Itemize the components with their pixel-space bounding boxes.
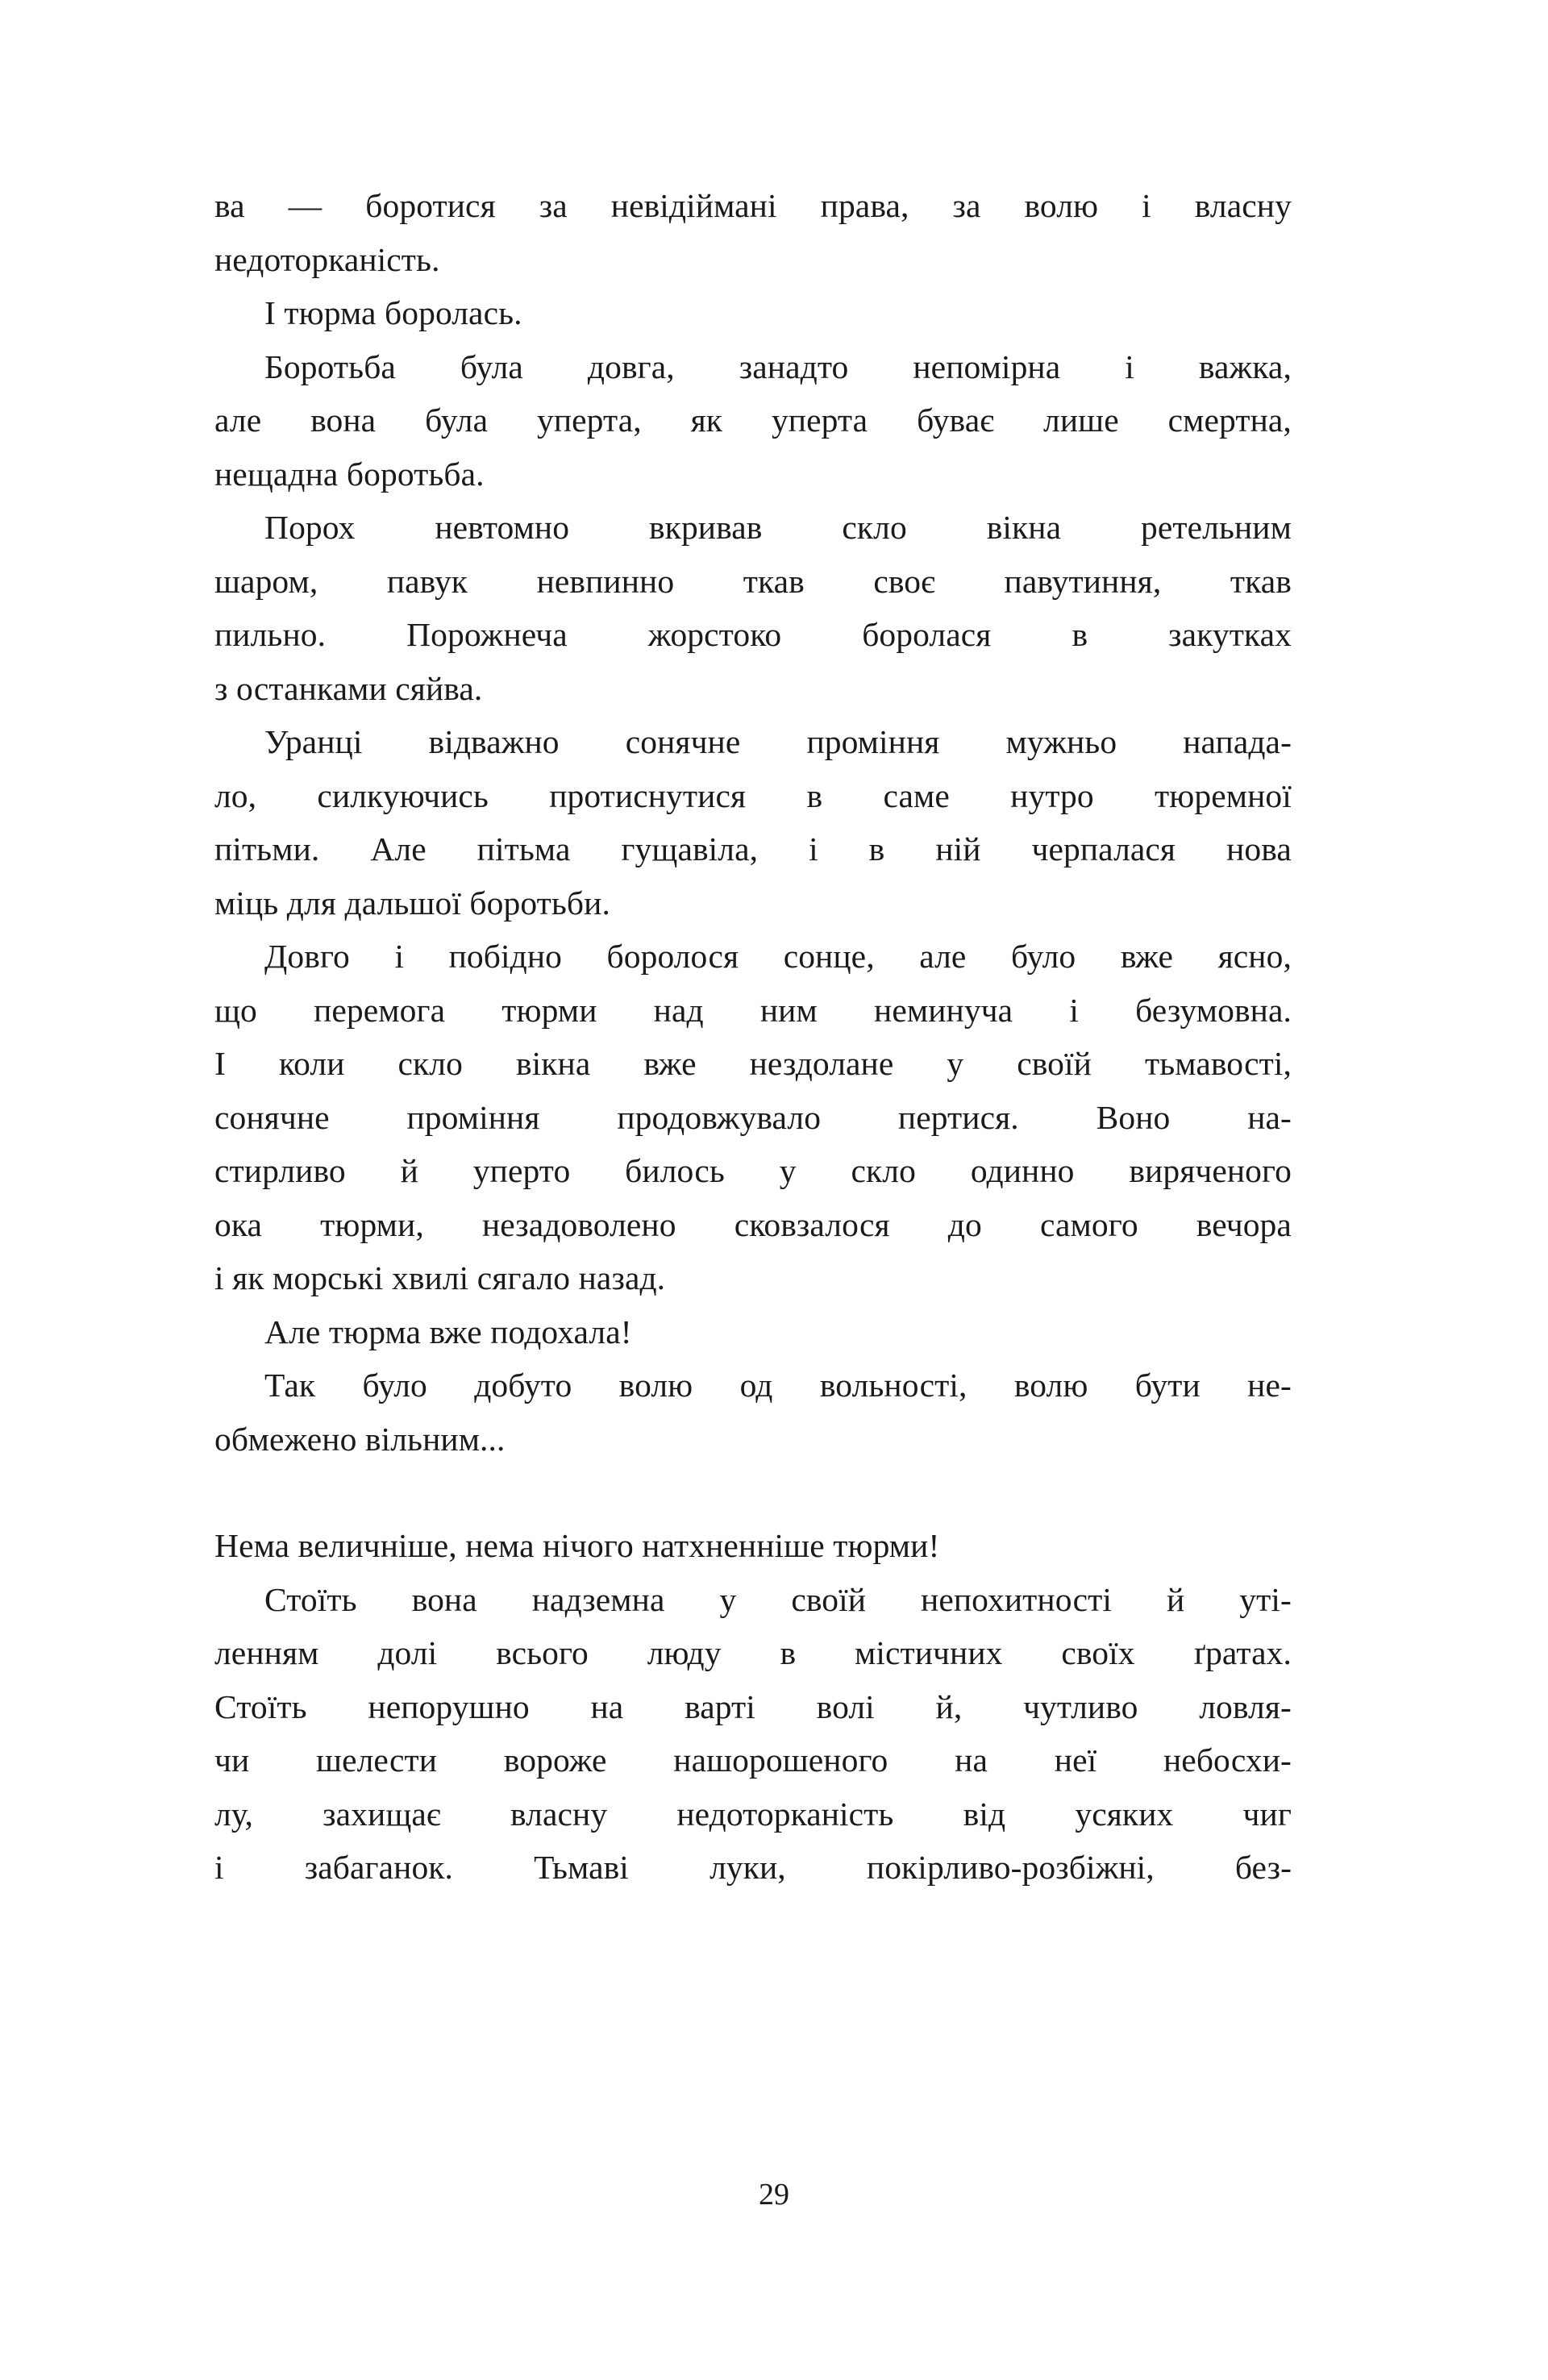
text-word: од <box>739 1367 773 1404</box>
text-word: на <box>590 1687 624 1725</box>
text-section <box>214 1519 1292 1895</box>
text-word: сонце, <box>783 938 875 975</box>
text-word: і <box>1142 187 1151 224</box>
text-word: одинно <box>970 1152 1075 1189</box>
text-word: волю <box>618 1367 693 1404</box>
text-word: лише <box>1043 402 1119 439</box>
text-section <box>214 179 1292 1466</box>
text-word: стирливо <box>214 1152 346 1189</box>
text-line: міць для дальшої боротьби. <box>214 884 610 922</box>
text-word: сонячне <box>214 1098 330 1136</box>
text-word: пертися. <box>897 1098 1019 1136</box>
text-word: продовжувало <box>617 1098 822 1136</box>
text-word: була <box>425 402 489 439</box>
text-word: Так <box>264 1367 316 1404</box>
text-word: волю <box>1013 1367 1088 1404</box>
text-word: непомірна <box>913 347 1061 385</box>
text-word: як <box>690 402 723 439</box>
text-word: пітьма <box>476 830 571 868</box>
text-word: була <box>460 347 523 385</box>
text-word: Стоїть <box>214 1687 307 1725</box>
text-word: пітьми. <box>214 830 320 868</box>
text-word: бути <box>1134 1367 1201 1404</box>
text-word: ловля- <box>1199 1687 1292 1725</box>
text-word: Але <box>370 830 427 868</box>
text-line: недоторканість. <box>214 240 440 278</box>
text-line <box>214 1680 1292 1734</box>
text-word: боротися <box>365 187 496 224</box>
text-word: і <box>214 1849 224 1886</box>
text-word: проміння <box>806 723 940 760</box>
paragraph <box>214 340 1292 501</box>
text-line <box>214 1733 1292 1787</box>
text-word: уперто <box>472 1152 571 1189</box>
text-word: не- <box>1247 1367 1292 1404</box>
text-word: вже <box>1120 938 1174 975</box>
text-word: і <box>809 830 818 868</box>
text-word: ґратах. <box>1193 1634 1292 1671</box>
text-word: сковзалося <box>734 1205 890 1243</box>
text-word: своє <box>873 562 936 600</box>
text-word: в <box>780 1634 797 1671</box>
text-line <box>214 501 1292 555</box>
text-word: самого <box>1039 1205 1138 1243</box>
paragraph <box>214 501 1292 715</box>
text-word: Стоїть <box>264 1580 357 1618</box>
page-text-body <box>214 179 1292 1895</box>
text-word: тьмавості, <box>1144 1045 1292 1082</box>
text-word: смертна, <box>1167 402 1292 439</box>
text-word: скло <box>842 509 907 546</box>
text-word: тюрми, <box>320 1205 424 1243</box>
text-word: уперта, <box>536 402 642 439</box>
text-line <box>214 1626 1292 1680</box>
text-word: у <box>719 1580 737 1618</box>
text-word: закутках <box>1168 616 1292 653</box>
text-word: у <box>947 1045 964 1082</box>
text-word: лу, <box>214 1795 253 1833</box>
text-word: павутиння, <box>1004 562 1162 600</box>
text-word: незадоволено <box>481 1205 676 1243</box>
text-word: занадто <box>739 347 849 385</box>
text-word: добуто <box>474 1367 572 1404</box>
text-word: шаром, <box>214 562 318 600</box>
text-line: з останками сяйва. <box>214 669 483 707</box>
text-word: Воно <box>1096 1098 1171 1136</box>
text-word: вікна <box>986 509 1062 546</box>
text-word: що <box>214 991 257 1029</box>
text-word: павук <box>386 562 468 600</box>
text-line <box>214 1144 1292 1198</box>
text-word: ній <box>935 830 981 868</box>
page-number: 29 <box>759 2178 789 2211</box>
text-word: але <box>214 402 262 439</box>
text-word: скло <box>851 1152 916 1189</box>
text-line <box>214 1573 1292 1627</box>
text-line <box>214 1091 1292 1145</box>
text-word: вкривав <box>648 509 763 546</box>
text-word: вороже <box>503 1741 607 1779</box>
text-word: права, <box>820 187 909 224</box>
paragraph <box>214 1359 1292 1466</box>
text-word: шелести <box>316 1741 438 1779</box>
text-word: непохитності <box>921 1580 1112 1618</box>
text-word: захищає <box>322 1795 441 1833</box>
text-word: невтомно <box>435 509 570 546</box>
text-word: Тьмаві <box>534 1849 629 1886</box>
text-word: перемога <box>314 991 446 1029</box>
text-word: ока <box>214 1205 263 1243</box>
text-word: вольності, <box>819 1367 968 1404</box>
text-word: ясно, <box>1217 938 1292 975</box>
text-word: чи <box>214 1741 250 1779</box>
text-word: довга, <box>587 347 675 385</box>
text-word: тюремної <box>1155 776 1292 814</box>
text-word: силкуючись <box>317 776 489 814</box>
text-line <box>214 1359 1292 1413</box>
paragraph <box>214 1305 1292 1359</box>
text-word: недоторканість <box>676 1795 894 1833</box>
text-word: боролася <box>862 616 992 653</box>
text-line <box>214 555 1292 609</box>
text-word: без- <box>1234 1849 1292 1886</box>
text-word: і <box>1125 347 1134 385</box>
text-word: пильно. <box>214 616 327 653</box>
text-line: нещадна боротьба. <box>214 455 485 493</box>
text-word: волю <box>1024 187 1099 224</box>
text-word: на- <box>1247 1098 1292 1136</box>
text-word: луки, <box>710 1849 786 1886</box>
text-word: за <box>952 187 981 224</box>
text-line <box>214 984 1292 1038</box>
text-word: ло, <box>214 776 257 814</box>
text-word: нашорошеного <box>673 1741 888 1779</box>
text-word: черпалася <box>1031 830 1176 868</box>
text-word: у <box>779 1152 797 1189</box>
text-word: Довго <box>264 938 350 975</box>
text-word: було <box>362 1367 427 1404</box>
text-word: власну <box>1194 187 1292 224</box>
text-line: і як морські хвилі сягало назад. <box>214 1259 666 1296</box>
text-word: тюрми <box>501 991 597 1029</box>
text-word: надземна <box>531 1580 665 1618</box>
text-word: варті <box>685 1687 755 1725</box>
text-word: в <box>1072 616 1088 653</box>
text-word: невідіймані <box>610 187 777 224</box>
text-word: Боротьба <box>264 347 396 385</box>
text-word: напада- <box>1183 723 1292 760</box>
text-word: власну <box>510 1795 608 1833</box>
text-word: долі <box>377 1634 438 1671</box>
text-word: проміння <box>406 1098 540 1136</box>
paragraph <box>214 286 1292 340</box>
text-word: чиг <box>1242 1795 1292 1833</box>
text-word: важка, <box>1198 347 1292 385</box>
text-word: відважно <box>428 723 560 760</box>
text-line <box>214 769 1292 823</box>
text-word: над <box>653 991 704 1029</box>
text-word: й <box>400 1152 418 1189</box>
text-line <box>214 1198 1292 1252</box>
text-word: своїй <box>791 1580 867 1618</box>
section-separator <box>214 1466 1292 1519</box>
text-line <box>214 822 1292 876</box>
text-word: але <box>919 938 967 975</box>
text-word: і <box>1069 991 1079 1029</box>
text-word: було <box>1010 938 1076 975</box>
text-word: нутро <box>1010 776 1094 814</box>
text-word: саме <box>883 776 950 814</box>
text-word: коли <box>278 1045 345 1082</box>
text-line <box>214 393 1292 447</box>
text-word: і <box>394 938 405 975</box>
text-word: до <box>947 1205 982 1243</box>
text-word: вже <box>643 1045 697 1082</box>
text-word: ленням <box>214 1634 319 1671</box>
text-word: нова <box>1226 830 1292 868</box>
text-word: неминуча <box>874 991 1013 1029</box>
text-word: всього <box>496 1634 589 1671</box>
text-word: на <box>955 1741 988 1779</box>
text-word: усяких <box>1075 1795 1174 1833</box>
text-word: ткав <box>1230 562 1292 600</box>
text-word: невпинно <box>536 562 675 600</box>
text-word: ним <box>759 991 818 1029</box>
text-word: вона <box>310 402 377 439</box>
text-line <box>214 1787 1292 1841</box>
text-word: виряченого <box>1129 1152 1292 1189</box>
text-line: Але тюрма вже подохала! <box>264 1313 632 1350</box>
text-word: І <box>214 1045 226 1082</box>
text-word: покірливо-розбіжні, <box>866 1849 1155 1886</box>
text-line <box>214 930 1292 984</box>
text-line: Нема величніше, нема нічого натхненніше тюрми! <box>214 1527 940 1564</box>
text-line <box>214 179 1292 233</box>
text-word: в <box>806 776 823 814</box>
text-word: протиснутися <box>549 776 747 814</box>
text-word: своїй <box>1017 1045 1092 1082</box>
text-word: — <box>288 187 322 224</box>
text-word: Порох <box>264 509 356 546</box>
text-word: скло <box>397 1045 463 1082</box>
text-word: вона <box>411 1580 477 1618</box>
text-word: ткав <box>743 562 805 600</box>
text-word: боролося <box>606 938 739 975</box>
paragraph <box>214 715 1292 930</box>
paragraph <box>214 1573 1292 1895</box>
text-word: билось <box>625 1152 725 1189</box>
text-word: жорстоко <box>647 616 782 653</box>
text-word: неї <box>1054 1741 1097 1779</box>
text-line <box>214 715 1292 769</box>
paragraph <box>214 930 1292 1305</box>
text-word: вечора <box>1196 1205 1292 1243</box>
paragraph <box>214 179 1292 286</box>
text-word: від <box>963 1795 1006 1833</box>
text-word: й, <box>935 1687 963 1725</box>
text-word: волі <box>816 1687 875 1725</box>
text-line <box>214 340 1292 394</box>
text-word: небосхи- <box>1163 1741 1292 1779</box>
text-line <box>214 608 1292 662</box>
text-word: за <box>539 187 568 224</box>
text-word: своїх <box>1061 1634 1135 1671</box>
text-word: буває <box>917 402 995 439</box>
text-word: й <box>1166 1580 1185 1618</box>
text-line: І тюрма боролась. <box>264 294 522 331</box>
text-word: мужньо <box>1005 723 1117 760</box>
text-word: уперта <box>771 402 868 439</box>
text-word: непорушно <box>368 1687 530 1725</box>
text-word: безумовна. <box>1135 991 1292 1029</box>
text-word: чутливо <box>1023 1687 1138 1725</box>
text-word: вікна <box>515 1045 591 1082</box>
paragraph <box>214 1519 1292 1573</box>
text-word: сонячне <box>625 723 741 760</box>
text-line <box>214 1037 1292 1091</box>
text-word: ва <box>214 187 245 224</box>
text-word: Порожнеча <box>406 616 568 653</box>
text-line: обмежено вільним... <box>214 1420 506 1458</box>
text-word: уті- <box>1239 1580 1292 1618</box>
text-word: ретельним <box>1141 509 1292 546</box>
text-word: містичних <box>854 1634 1003 1671</box>
text-word: Уранці <box>264 723 363 760</box>
text-word: забаганок. <box>304 1849 454 1886</box>
text-line <box>214 1841 1292 1895</box>
text-word: гущавіла, <box>621 830 759 868</box>
text-word: нездолане <box>749 1045 894 1082</box>
text-word: в <box>868 830 885 868</box>
text-word: побідно <box>448 938 562 975</box>
text-word: люду <box>647 1634 722 1671</box>
